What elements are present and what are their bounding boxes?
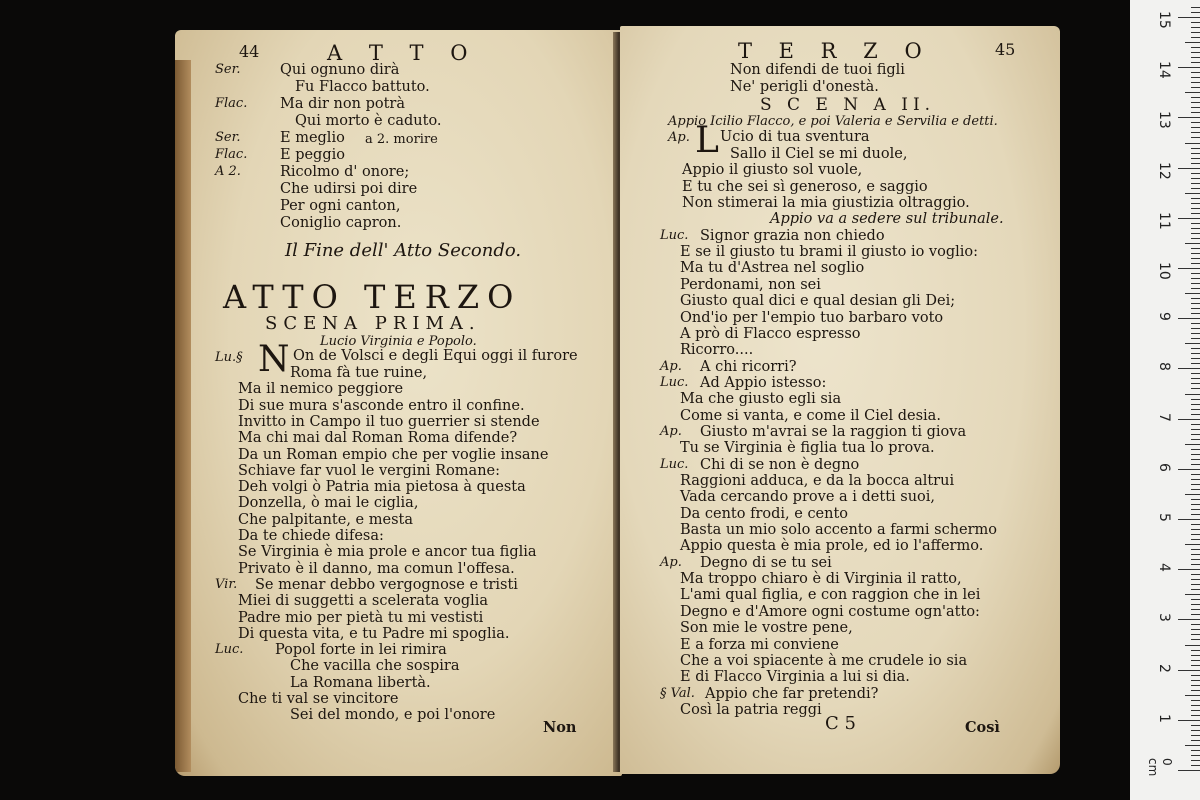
verse-line: Che palpitante, e mesta xyxy=(238,511,413,528)
verse-line: Popol forte in lei rimira xyxy=(275,642,447,659)
ruler-tick xyxy=(1191,715,1200,716)
ruler-tick xyxy=(1191,554,1200,555)
ruler-tick xyxy=(1191,655,1200,656)
verse-line: Che udirsi poi dire xyxy=(280,181,418,197)
verse-line: Non difendi de tuoi figli xyxy=(730,62,905,78)
verse-line: Ma tu d'Astrea nel soglio xyxy=(680,260,865,277)
ruler-tick xyxy=(1191,308,1200,309)
ruler-tick xyxy=(1191,373,1200,374)
ruler-tick xyxy=(1191,358,1200,359)
ruler-tick xyxy=(1185,394,1200,395)
ruler-tick xyxy=(1178,619,1200,620)
ruler-tick xyxy=(1191,153,1200,154)
ruler-tick xyxy=(1191,705,1200,706)
verse-line: Qui ognuno dirà xyxy=(280,62,400,78)
ruler-number: 15 xyxy=(1156,11,1172,29)
ruler-tick xyxy=(1191,409,1200,410)
left-page xyxy=(175,30,622,776)
ruler-tick xyxy=(1191,584,1200,585)
ruler-number: 5 xyxy=(1156,513,1172,522)
speaker-label: Luc. xyxy=(660,374,689,390)
ruler-tick xyxy=(1185,594,1200,595)
verse-line: Fu Flacco battuto. xyxy=(295,79,430,95)
ruler-tick xyxy=(1191,574,1200,575)
verse-line: Basta un mio solo accento a farmi schermo xyxy=(680,522,998,539)
ruler-tick xyxy=(1185,745,1200,746)
speaker-label: Ser. xyxy=(215,62,241,77)
verse-line: Ma troppo chiaro è di Virginia il ratto, xyxy=(680,571,962,588)
ruler-number: 12 xyxy=(1156,161,1172,180)
ruler-tick xyxy=(1178,770,1200,771)
verse-line: Non stimerai la mia giustizia oltraggio. xyxy=(682,195,970,212)
ruler-number: 6 xyxy=(1156,462,1172,472)
verse-line: Ma chi mai dal Roman Roma difende? xyxy=(238,430,518,447)
ruler-tick xyxy=(1191,158,1200,159)
ruler-number: 8 xyxy=(1156,362,1172,372)
ruler-tick xyxy=(1178,17,1200,18)
ruler-tick xyxy=(1185,42,1200,43)
verse-line: Chi di se non è degno xyxy=(700,456,860,473)
ruler-tick xyxy=(1191,183,1200,184)
verse-line: Donzella, ò mai le ciglia, xyxy=(238,495,419,512)
verse-line: Di questa vita, e tu Padre mi spoglia. xyxy=(238,625,510,642)
verse-line: Tu se Virginia è figlia tua lo prova. xyxy=(680,440,935,457)
signature-mark: C 5 xyxy=(825,713,856,734)
ruler-tick xyxy=(1191,383,1200,384)
ruler-tick xyxy=(1191,534,1200,535)
verse-line: Come si vanta, e come il Ciel desia. xyxy=(680,407,941,424)
ruler-tick xyxy=(1191,439,1200,440)
ruler-tick xyxy=(1191,378,1200,379)
ruler-tick xyxy=(1191,564,1200,565)
ruler-tick xyxy=(1185,293,1200,294)
speaker-label: A 2. xyxy=(215,164,241,179)
ruler-number: 10 xyxy=(1156,262,1172,280)
ruler-tick xyxy=(1185,544,1200,545)
ruler-tick xyxy=(1185,143,1200,144)
ruler-tick xyxy=(1178,268,1200,269)
ruler-tick xyxy=(1191,589,1200,590)
ruler-number: 1 xyxy=(1156,713,1172,723)
ruler-tick xyxy=(1191,549,1200,550)
ruler-tick xyxy=(1191,198,1200,199)
ruler-tick xyxy=(1191,47,1200,48)
speaker-label: Flac. xyxy=(215,96,248,111)
speaker-label: Luc. xyxy=(215,642,244,658)
ruler-tick xyxy=(1191,454,1200,455)
ruler-number: 4 xyxy=(1156,563,1172,573)
ruler-tick xyxy=(1191,579,1200,580)
speaker-label: Lu.§ xyxy=(215,350,243,365)
verse-line: Invitto in Campo il tuo guerrier si stende xyxy=(238,413,540,430)
verse-line: Appio che far pretendi? xyxy=(705,685,879,702)
ruler-tick xyxy=(1185,494,1200,495)
ruler-tick xyxy=(1191,57,1200,58)
ruler-tick xyxy=(1191,12,1200,13)
ruler-tick xyxy=(1191,233,1200,234)
ruler-tick xyxy=(1191,32,1200,33)
ruler-tick xyxy=(1185,695,1200,696)
ruler-tick xyxy=(1185,243,1200,244)
verse-line: Così la patria reggi xyxy=(680,701,822,718)
ruler-tick xyxy=(1191,313,1200,314)
ruler-number: 3 xyxy=(1156,613,1172,623)
ruler-tick xyxy=(1191,283,1200,284)
ruler-tick xyxy=(1178,419,1200,420)
ruler-tick xyxy=(1191,173,1200,174)
verse-line: E a forza mi conviene xyxy=(680,636,839,653)
ruler-tick xyxy=(1191,27,1200,28)
verse-line: A prò di Flacco espresso xyxy=(680,325,861,342)
ruler-unit: 0 cm xyxy=(1146,758,1174,777)
ruler-tick xyxy=(1191,328,1200,329)
speaker-label: Ap. xyxy=(660,554,682,570)
ruler-number: 2 xyxy=(1156,663,1172,673)
ruler-tick xyxy=(1191,514,1200,515)
verse-line: Appio il giusto sol vuole, xyxy=(682,162,863,179)
ruler-tick xyxy=(1191,303,1200,304)
verse-line: E peggio xyxy=(280,147,345,163)
ruler-tick xyxy=(1191,464,1200,465)
ruler-tick xyxy=(1191,178,1200,179)
ruler-tick xyxy=(1191,449,1200,450)
act-title: ATTO TERZO xyxy=(223,278,522,316)
verse-line: E tu che sei sì generoso, e saggio xyxy=(682,178,928,195)
verse-line: Ricorro.... xyxy=(680,342,754,359)
ruler-tick xyxy=(1191,137,1200,138)
verse-line: L'ami qual figlia, e con raggion che in lei xyxy=(680,587,981,604)
ruler-number: 9 xyxy=(1156,312,1172,322)
verse-line: Perdonami, non sei xyxy=(680,276,821,293)
ruler-tick xyxy=(1191,278,1200,279)
speaker-label: Ap. xyxy=(660,423,682,439)
ruler-tick xyxy=(1191,188,1200,189)
ruler-tick xyxy=(1191,479,1200,480)
ruler-tick xyxy=(1178,720,1200,721)
ruler-tick xyxy=(1191,258,1200,259)
ruler-tick xyxy=(1191,97,1200,98)
ruler-tick xyxy=(1191,539,1200,540)
scene-title: SCENA PRIMA. xyxy=(265,313,481,334)
characters: Lucio Virginia e Popolo. xyxy=(320,334,477,349)
ruler-tick xyxy=(1191,680,1200,681)
verse-line: La Romana libertà. xyxy=(290,674,431,691)
ruler-tick xyxy=(1191,203,1200,204)
ruler-tick xyxy=(1191,82,1200,83)
speaker-label: Flac. xyxy=(215,147,248,162)
a2-morire: a 2. morire xyxy=(365,132,438,147)
ruler-tick xyxy=(1191,363,1200,364)
ruler-tick xyxy=(1191,62,1200,63)
ruler-tick xyxy=(1191,404,1200,405)
verse-line: Degno di se tu sei xyxy=(700,554,832,571)
scene-title: S C E N A II. xyxy=(760,95,936,115)
ruler-tick xyxy=(1191,725,1200,726)
verse-line: Padre mio per pietà tu mi vestisti xyxy=(238,609,484,626)
speaker-label: § Val. xyxy=(660,685,695,701)
verse-line: Schiave far vuol le vergini Romane: xyxy=(238,462,500,479)
ruler-tick xyxy=(1191,609,1200,610)
ruler-tick xyxy=(1191,298,1200,299)
verse-line: A chi ricorri? xyxy=(700,358,797,375)
ruler-tick xyxy=(1191,52,1200,53)
ruler-tick xyxy=(1178,368,1200,369)
drop-cap: N xyxy=(258,339,290,380)
ruler-tick xyxy=(1191,414,1200,415)
ruler-tick xyxy=(1191,484,1200,485)
ruler-tick xyxy=(1178,469,1200,470)
ruler-tick xyxy=(1185,92,1200,93)
ruler-tick xyxy=(1191,459,1200,460)
ruler-tick xyxy=(1191,710,1200,711)
ruler-tick xyxy=(1191,614,1200,615)
ruler-tick xyxy=(1191,333,1200,334)
verse-line: Ma che giusto egli sia xyxy=(680,391,842,408)
ruler-tick xyxy=(1185,444,1200,445)
speaker-label: Vir. xyxy=(215,576,238,592)
verse-line: Se Virginia è mia prole e ancor tua figlia xyxy=(238,544,537,561)
ruler-tick xyxy=(1191,650,1200,651)
page-edge xyxy=(175,60,191,772)
ruler-tick xyxy=(1191,248,1200,249)
verse-line: Che vacilla che sospira xyxy=(290,658,460,675)
ruler-tick xyxy=(1191,675,1200,676)
ruler-tick xyxy=(1191,112,1200,113)
ruler-tick xyxy=(1191,434,1200,435)
end-of-act: Il Fine dell' Atto Secondo. xyxy=(285,240,522,261)
catchword: Così xyxy=(965,719,1000,736)
ruler-tick xyxy=(1191,7,1200,8)
speaker-label: Luc. xyxy=(660,456,689,472)
ruler-tick xyxy=(1191,509,1200,510)
open-book xyxy=(165,22,1065,774)
ruler-tick xyxy=(1178,318,1200,319)
verse-line: Deh volgi ò Patria mia pietosa à questa xyxy=(238,479,526,496)
verse-line: Appio questa è mia prole, ed io l'affermo. xyxy=(680,538,984,555)
ruler-tick xyxy=(1191,499,1200,500)
ruler-tick xyxy=(1191,87,1200,88)
ruler-tick xyxy=(1191,735,1200,736)
verse-line: Roma fà tue ruine, xyxy=(290,365,428,381)
ruler-tick xyxy=(1191,253,1200,254)
verse-line: Vada cercando prove a i detti suoi, xyxy=(680,489,936,506)
verse-line: Se menar debbo vergognose e tristi xyxy=(255,576,518,593)
verse-line: Privato è il danno, ma comun l'offesa. xyxy=(238,560,515,577)
verse-line: Che a voi spiacente à me crudele io sia xyxy=(680,652,968,669)
ruler-tick xyxy=(1191,474,1200,475)
right-page xyxy=(620,26,1060,774)
verse-line: Coniglio capron. xyxy=(280,215,402,231)
verse-line: Che ti val se vincitore xyxy=(238,691,399,707)
ruler-tick xyxy=(1191,223,1200,224)
ruler-tick xyxy=(1191,338,1200,339)
verse-line: Da cento frodi, e cento xyxy=(680,505,849,522)
verse-line: Ucio di tua sventura xyxy=(720,129,870,145)
ruler-tick xyxy=(1191,760,1200,761)
ruler-tick xyxy=(1191,348,1200,349)
verse-line: Per ogni canton, xyxy=(280,198,401,214)
verse-line: Ne' perigli d'onestà. xyxy=(730,79,879,95)
running-head: T E R Z O xyxy=(738,39,932,63)
ruler-tick xyxy=(1191,424,1200,425)
verse-line: Sallo il Ciel se mi duole, xyxy=(730,146,908,162)
ruler-tick xyxy=(1191,273,1200,274)
verse-line: Da te chiede difesa: xyxy=(238,528,384,544)
ruler-tick xyxy=(1191,122,1200,123)
speaker-label: Ap. xyxy=(660,358,682,374)
ruler-tick xyxy=(1191,529,1200,530)
ruler-tick xyxy=(1191,213,1200,214)
ruler-tick xyxy=(1191,504,1200,505)
ruler-tick xyxy=(1191,429,1200,430)
verse-line: Degno e d'Amore ogni costume ogn'atto: xyxy=(680,603,980,620)
ruler-tick xyxy=(1191,740,1200,741)
ruler-tick xyxy=(1191,323,1200,324)
ruler-tick xyxy=(1191,629,1200,630)
drop-cap: L xyxy=(695,120,719,161)
verse-line: E se il giusto tu brami il giusto io voglio: xyxy=(680,244,979,261)
verse-line: On de Volsci e degli Equi oggi il furore xyxy=(293,348,578,364)
ruler-tick xyxy=(1191,288,1200,289)
ruler-number: 13 xyxy=(1156,111,1172,130)
ruler-tick xyxy=(1178,67,1200,68)
ruler-tick xyxy=(1191,208,1200,209)
verse-line: Ma dir non potrà xyxy=(280,96,405,112)
ruler-tick xyxy=(1191,750,1200,751)
verse-line: Ma il nemico peggiore xyxy=(238,381,404,398)
ruler-tick xyxy=(1191,353,1200,354)
ruler-tick xyxy=(1191,22,1200,23)
speaker-label: Luc. xyxy=(660,227,689,243)
ruler-tick xyxy=(1178,569,1200,570)
verse-line: Raggioni adduca, e da la bocca altrui xyxy=(680,473,955,489)
ruler-number: 14 xyxy=(1156,61,1172,80)
ruler-tick xyxy=(1191,765,1200,766)
catchword: Non xyxy=(543,719,577,736)
ruler-tick xyxy=(1178,519,1200,520)
ruler-number: 7 xyxy=(1156,412,1172,422)
page-number: 44 xyxy=(239,42,260,61)
ruler-tick xyxy=(1191,665,1200,666)
ruler-tick xyxy=(1191,228,1200,229)
verse-line: Ond'io per l'empio tuo barbaro voto xyxy=(680,309,944,326)
measuring-ruler xyxy=(1130,0,1200,800)
ruler-tick xyxy=(1191,132,1200,133)
verse-line: Son mie le vostre pene, xyxy=(680,620,853,637)
ruler-tick xyxy=(1191,148,1200,149)
ruler-tick xyxy=(1178,218,1200,219)
ruler-tick xyxy=(1191,639,1200,640)
ruler-tick xyxy=(1191,755,1200,756)
ruler-tick xyxy=(1191,77,1200,78)
ruler-tick xyxy=(1185,645,1200,646)
verse-line: Appio va a sedere sul tribunale. xyxy=(770,211,1004,228)
verse-line: Sei del mondo, e poi l'onore xyxy=(290,707,496,724)
ruler-tick xyxy=(1178,117,1200,118)
speaker-label: Ser. xyxy=(215,130,241,145)
ruler-tick xyxy=(1191,238,1200,239)
ruler-tick xyxy=(1191,127,1200,128)
verse-line: Giusto qual dici e qual desian gli Dei; xyxy=(680,293,956,310)
verse-line: E meglio xyxy=(280,130,345,146)
ruler-tick xyxy=(1191,263,1200,264)
ruler-tick xyxy=(1178,670,1200,671)
ruler-tick xyxy=(1191,559,1200,560)
ruler-tick xyxy=(1191,107,1200,108)
ruler-tick xyxy=(1191,700,1200,701)
verse-line: Da un Roman empio che per voglie insane xyxy=(238,446,549,463)
running-head: A T T O xyxy=(327,41,478,65)
speaker-label: Ap. xyxy=(668,130,690,145)
ruler-tick xyxy=(1191,685,1200,686)
ruler-tick xyxy=(1191,624,1200,625)
verse-line: Signor grazia non chiedo xyxy=(700,227,885,244)
ruler-tick xyxy=(1191,37,1200,38)
ruler-tick xyxy=(1185,343,1200,344)
ruler-tick xyxy=(1178,168,1200,169)
ruler-tick xyxy=(1191,599,1200,600)
ruler-tick xyxy=(1191,730,1200,731)
ruler-tick xyxy=(1191,524,1200,525)
verse-line: Giusto m'avrai se la raggion ti giova xyxy=(700,423,967,440)
ruler-tick xyxy=(1191,604,1200,605)
verse-line: Ricolmo d' onore; xyxy=(280,164,410,180)
ruler-number: 11 xyxy=(1156,211,1172,230)
verse-line: Ad Appio istesso: xyxy=(700,374,827,391)
ruler-tick xyxy=(1191,489,1200,490)
ruler-tick xyxy=(1191,660,1200,661)
ruler-tick xyxy=(1191,388,1200,389)
verse-line: Di sue mura s'asconde entro il confine. xyxy=(238,397,525,414)
ruler-tick xyxy=(1185,193,1200,194)
ruler-tick xyxy=(1191,690,1200,691)
ruler-tick xyxy=(1191,634,1200,635)
verse-line: Qui morto è caduto. xyxy=(295,113,442,129)
ruler-tick xyxy=(1191,102,1200,103)
verse-line: E di Flacco Virginia a lui si dia. xyxy=(680,669,910,686)
page-number: 45 xyxy=(995,40,1016,59)
ruler-tick xyxy=(1191,399,1200,400)
characters: Appio Icilio Flacco, e poi Valeria e Servilia e detti. xyxy=(668,114,998,129)
ruler-tick xyxy=(1191,72,1200,73)
verse-line: Miei di suggetti a scelerata voglia xyxy=(238,593,489,610)
ruler-tick xyxy=(1191,163,1200,164)
